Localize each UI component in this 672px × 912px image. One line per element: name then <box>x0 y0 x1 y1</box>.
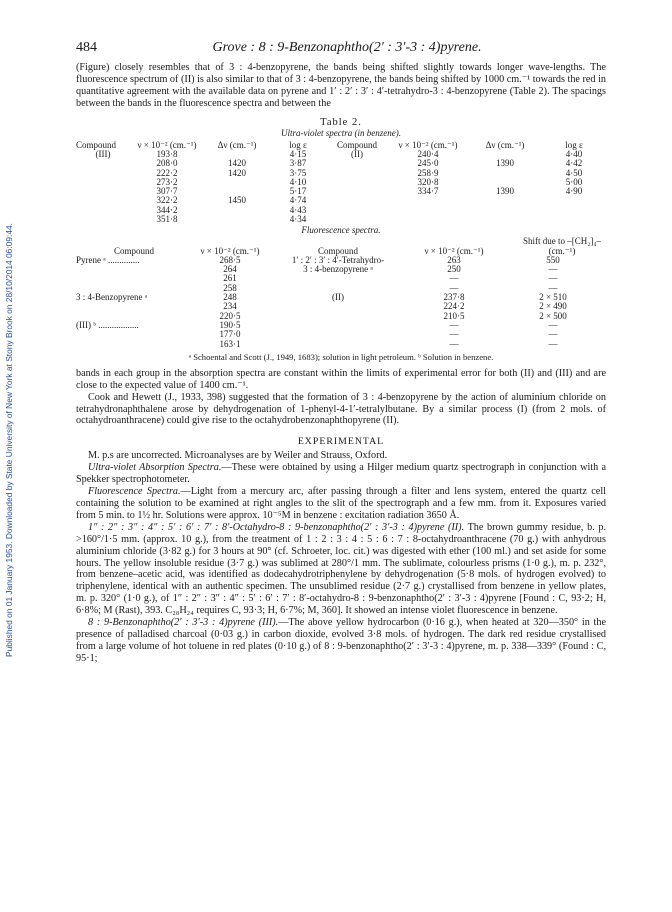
table-cell: 351·8 <box>156 214 178 224</box>
table-cell <box>542 196 606 205</box>
table-cell: — <box>548 338 558 349</box>
uv-table-row <box>76 196 606 205</box>
fl-table-row <box>76 293 606 302</box>
table-cell <box>76 196 130 205</box>
table-cell: 237·8 <box>443 292 465 303</box>
table-cell: 322·2 <box>156 195 178 206</box>
uv-table-row <box>76 187 606 196</box>
uv-method-text: —These were obtained by using a Hilger medium quartz spectrograph in conjunction with a Spekker spectrophotometer. <box>76 462 606 486</box>
table-cell <box>76 274 192 283</box>
table-cell: 1′ : 2′ : 3′ : 4′-Tetrahydro- <box>291 254 385 265</box>
table-cell <box>204 178 270 187</box>
table-cell: 4·10 <box>289 176 307 187</box>
body-paragraph: Cook and Hewett (J., 1933, 398) suggested that the formation of 3 : 4-benzopyrene by the action of aluminium chloride on tetrahydronaphthalene arose by dehydrogenation of 1-phenyl-4-1′-tetralylbutane. By a similar process (I) (from 2 mols. of octahydroanthracene) could give rise to the octahydrobenzonaphthopyrene (II). <box>76 391 606 427</box>
table-cell <box>542 215 606 224</box>
table-cell: 258 <box>223 282 237 293</box>
table-cell: 4·42 <box>565 158 583 169</box>
fl-method-paragraph <box>76 486 606 522</box>
fl-table-row <box>76 340 606 349</box>
fl-table-row <box>76 312 606 321</box>
fl-table-subtitle: Fluorescence spectra. <box>301 225 381 236</box>
uv-table-row <box>76 215 606 224</box>
uv-spectra-table <box>76 141 606 225</box>
table-cell: 193·8 <box>156 148 178 159</box>
fl-header-cell: ν × 10⁻² (cm.⁻¹) <box>200 245 260 256</box>
table-cell: 245·0 <box>417 158 439 169</box>
table-cell: 5·00 <box>565 176 583 187</box>
table-cell: 550 <box>546 254 560 265</box>
table-cell: 264 <box>223 264 237 275</box>
uv-table-row <box>76 206 606 215</box>
uv-table-row <box>76 178 606 187</box>
fl-header-cell: Shift due to –[CH₂]₄– (cm.⁻¹) <box>522 236 602 256</box>
fluorescence-spectra-table <box>76 237 606 349</box>
table-cell: 248 <box>223 292 237 303</box>
table-cell: 4·15 <box>289 148 307 159</box>
table-cell: — <box>548 282 558 293</box>
body-paragraph: bands in each group in the absorption spectra are constant within the limits of experimental error for both (II) and (III) and are close to the expected value of 1400 cm.⁻¹. <box>76 367 606 391</box>
table-cell: 210·5 <box>443 310 465 321</box>
table-cell: 220·5 <box>219 310 241 321</box>
uv-header-cell: Δν (cm.⁻¹) <box>485 139 525 150</box>
table-cell <box>468 206 542 215</box>
uv-header-cell: ν × 10⁻² (cm.⁻¹) <box>137 139 197 150</box>
table-cell <box>268 274 408 283</box>
table-cell: 240·4 <box>417 148 439 159</box>
table-cell: 2 × 490 <box>539 301 567 312</box>
table-cell: — <box>449 319 459 330</box>
table-cell <box>388 215 468 224</box>
table-cell: (II) <box>332 292 344 303</box>
page <box>76 40 606 665</box>
uv-table-header <box>76 141 606 150</box>
uv-header-cell: Compound <box>336 139 377 150</box>
table-cell: 263 <box>447 254 461 265</box>
table-cell: 258·9 <box>417 167 439 178</box>
table-cell: 4·43 <box>289 204 307 215</box>
table-cell <box>268 321 408 330</box>
table-cell: 4·34 <box>289 214 307 224</box>
table-cell: 320·8 <box>417 176 439 187</box>
compound-iii-text: —The above yellow hydrocarbon (0·16 g.), when heated at 320—350° in the presence of palladised charcoal (0·03 g.) in carbon dioxide, evolved 3·8 mols. of hydrogen. The dark red residue crystallised from a large volume of hot toluene in red plates (0·10 g.) of 8 : 9-benzonaphtho(2′ : 3′-3 : 4)pyrene, m. p. 338—339° (Found : C, 95·1; <box>76 617 607 664</box>
table-cell: 234 <box>223 301 237 312</box>
table-cell <box>388 196 468 205</box>
table-cell: 2 × 500 <box>539 310 567 321</box>
compound-ii-label: 1″ : 2″ : 3″ : 4″ : 5′ : 6′ : 7′ : 8′-Octahydro-8 : 9-benzonaphtho(2′ : 3′-3 : 4)pyrene (II). <box>88 521 465 533</box>
table-cell <box>468 215 542 224</box>
table-cell: 2 × 510 <box>539 292 567 303</box>
table-cell <box>326 215 388 224</box>
fl-table-row <box>76 321 606 330</box>
table-cell <box>268 312 408 321</box>
table-cell: — <box>449 338 459 349</box>
table-cell <box>76 330 192 339</box>
running-title: Grove : 8 : 9-Benzonaphtho(2′ : 3′-3 : 4)pyrene. <box>212 40 482 55</box>
table-cell: 3 : 4-benzopyrene ᵃ <box>303 264 373 275</box>
table-cell: 307·7 <box>156 186 178 197</box>
compound-iii-paragraph <box>76 617 606 665</box>
uv-table-row <box>76 159 606 168</box>
uv-header-cell: Compound <box>76 139 117 150</box>
table-cell <box>542 206 606 215</box>
uv-header-cell: log ε <box>565 139 583 150</box>
table-cell: 1450 <box>228 195 246 206</box>
intro-paragraph: (Figure) closely resembles that of 3 : 4-benzopyrene, the bands being shifted slightly towards longer wave-lengths. The fluorescence spectrum of (II) is also similar to that of 3 : 4-benzopyrene, the bands being shifted by 1000 cm.⁻¹ towards the red in quantitative agreement with the available data on pyrene and 1′ : 2′ : 3′ : 4′-tetrahydro-3 : 4-benzopyrene (Table 2). The spacings between the bands in the fluorescence spectra and between the <box>76 62 606 109</box>
table-cell <box>326 159 388 168</box>
table-cell <box>76 178 130 187</box>
table-cell: 190·5 <box>219 319 241 330</box>
table-cell <box>76 340 192 349</box>
table-cell <box>268 302 408 311</box>
experimental-paragraph: M. p.s are uncorrected. Microanalyses are by Weiler and Strauss, Oxford. <box>88 450 388 462</box>
table-cell: 334·7 <box>417 186 439 197</box>
compound-iii-label: 8 : 9-Benzonaphtho(2′ : 3′-3 : 4)pyrene (III). <box>88 617 279 629</box>
table-cell <box>326 196 388 205</box>
table-cell: 4·50 <box>565 167 583 178</box>
fl-method-text: —Light from a mercury arc, after passing through a filter and lens system, entered the quartz cell containing the solution to be examined at right angles to the slit of the spectrograph and a few mm. from it. Exposures varied from 5 min. to 1½ hr. Solutions were approx. 10⁻⁵M in benzene : excitation radiation 3650 Å. <box>76 486 606 521</box>
table-cell: 344·2 <box>156 204 178 215</box>
table-cell <box>468 196 542 205</box>
table-footnote: ᵃ Schoental and Scott (J., 1949, 1683); solution in light petroleum. ᵇ Solution in benzene. <box>188 351 494 362</box>
table-cell: 163·1 <box>219 338 241 349</box>
table-cell: 273·2 <box>156 176 178 187</box>
table-cell <box>268 340 408 349</box>
table-cell <box>326 169 388 178</box>
table-cell: — <box>449 273 459 284</box>
table-cell: 4·40 <box>565 148 583 159</box>
fl-header-cell: Compound <box>113 245 154 256</box>
table-cell: (II) <box>351 148 363 159</box>
running-header <box>76 40 606 62</box>
table-cell: (III) ᵇ .................. <box>76 319 139 330</box>
table-cell: Pyrene ᵃ .............. <box>76 254 140 265</box>
table-cell <box>204 215 270 224</box>
fl-table-row <box>76 330 606 339</box>
table-cell: — <box>548 273 558 284</box>
uv-method-paragraph <box>76 462 606 486</box>
table-cell: 4·74 <box>289 195 307 206</box>
uv-method-label: Ultra-violet Absorption Spectra. <box>88 462 222 474</box>
table-cell: 224·2 <box>443 301 465 312</box>
fl-table-row <box>76 265 606 274</box>
table-cell <box>76 302 192 311</box>
table-cell: 222·2 <box>156 167 178 178</box>
fl-table-header <box>76 237 606 256</box>
table-cell <box>268 330 408 339</box>
fl-method-label: Fluorescence Spectra. <box>88 486 181 498</box>
table-cell: 268·5 <box>219 254 241 265</box>
table-cell <box>76 187 130 196</box>
fl-table-row <box>76 302 606 311</box>
table-cell: — <box>548 329 558 340</box>
download-watermark-text: Published on 01 January 1953. Downloaded by State University of New York at Stony Brook on 28/10/2014 06:09:44. <box>4 223 14 657</box>
table-cell: 1420 <box>228 158 246 169</box>
table-cell: 4·90 <box>565 186 583 197</box>
compound-ii-text: The brown gummy residue, b. p. >160°/1·5 mm. (approx. 10 g.), from the treatment of 1 : 2 : 3 : 4 : 5 : 6 : 7 : 8-octahydroanthracene (70 g.) with anhydrous aluminium chloride (3·82 g.) for 3 hours at 90° (cf. Schroeter, loc. cit.) was digested with ether (100 ml.) and set aside for some hours. The yellow insoluble residue (3·7 g.) was sublimed at 280°/1 mm. The sublimate, colourless prisms (1·0 g.), m. p. 232°, from benzene–acetic acid, was identified as dodecahydrotriphenylene by dehydrogenation (5·8 mols. of hydrogen evolved) to triphenylene, identical with an authentic specimen. The unsublimed residue (2·7 g.) crystallised from benzene in yellow plates, m. p. 320° (1·0 g.), of 1″ : 2″ : 3″ : 4″ : 5′ : 6′ : 7′ : 8′-octahydro-8 : 9-benzonaphtho(2′ : 3′-3 : 4)pyrene [Found : C, 93·2; H, 6·8%; M (Rast), 393. C₂₈H₂₄ requires C, 93·3; H, 6·7%; M, 360]. It showed an intense violet fluorescence in benzene. <box>76 521 607 617</box>
page-number: 484 <box>76 40 97 55</box>
table-cell: 261 <box>223 273 237 284</box>
fl-header-cell: Compound <box>317 245 358 256</box>
uv-table-row <box>76 150 606 159</box>
compound-ii-paragraph <box>76 522 606 617</box>
table-cell <box>76 159 130 168</box>
experimental-heading: EXPERIMENTAL <box>297 436 385 448</box>
table-cell: 1390 <box>496 158 514 169</box>
table-cell: 250 <box>447 264 461 275</box>
uv-table-row <box>76 169 606 178</box>
table-cell <box>388 206 468 215</box>
table-cell: 5·17 <box>289 186 307 197</box>
table-cell: 177·0 <box>219 329 241 340</box>
table-cell: 3 : 4-Benzopyrene ᵃ <box>76 292 148 303</box>
download-watermark <box>2 60 16 820</box>
table-cell <box>326 178 388 187</box>
table-cell: 1420 <box>228 167 246 178</box>
fl-table-row <box>76 274 606 283</box>
uv-header-cell: ν × 10⁻² (cm.⁻¹) <box>398 139 458 150</box>
table-cell: 3·87 <box>289 158 307 169</box>
uv-header-cell: log ε <box>289 139 307 150</box>
table-cell <box>76 215 130 224</box>
table-cell: 1390 <box>496 186 514 197</box>
table-cell <box>326 206 388 215</box>
table-cell <box>204 206 270 215</box>
table-cell <box>76 169 130 178</box>
table-cell <box>76 265 192 274</box>
table-cell: (III) <box>95 148 111 159</box>
table-cell: 3·75 <box>289 167 307 178</box>
table-cell: — <box>548 319 558 330</box>
table-cell: 208·0 <box>156 158 178 169</box>
table-caption: Table 2. <box>320 116 362 128</box>
table-cell <box>326 187 388 196</box>
table-cell <box>76 206 130 215</box>
table-cell: — <box>449 282 459 293</box>
table-cell <box>468 169 542 178</box>
uv-header-cell: Δν (cm.⁻¹) <box>217 139 257 150</box>
table-cell: — <box>449 329 459 340</box>
uv-table-subtitle: Ultra-violet spectra (in benzene). <box>281 127 401 138</box>
table-cell: — <box>548 264 558 275</box>
fl-header-cell: ν × 10⁻² (cm.⁻¹) <box>424 245 484 256</box>
